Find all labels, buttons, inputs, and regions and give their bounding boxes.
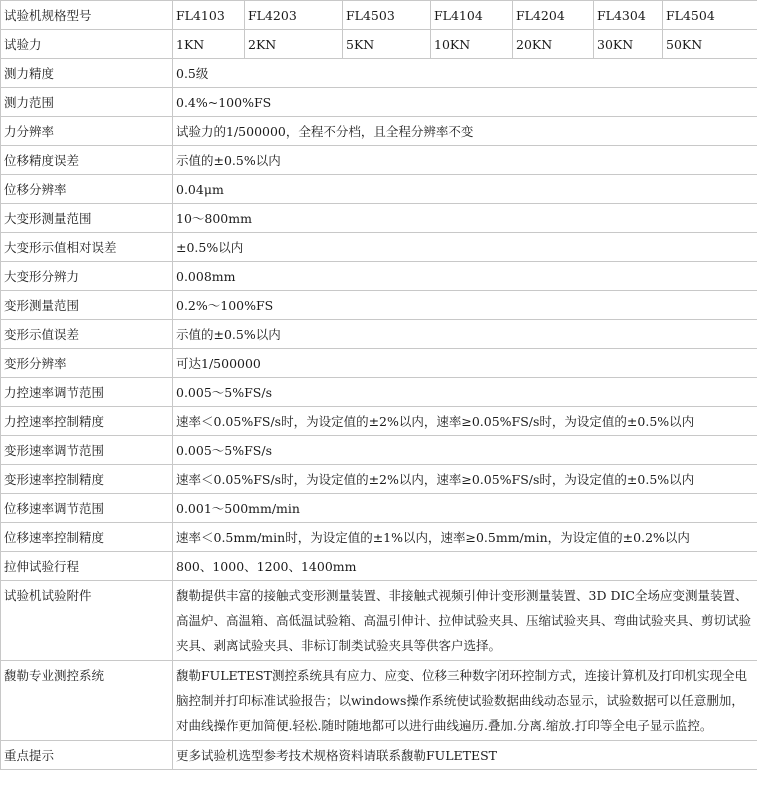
force-cell: 10KN	[431, 30, 513, 59]
spec-value: ±0.5%以内	[173, 233, 757, 262]
spec-row	[1, 117, 757, 146]
model-cell: FL4503	[343, 1, 431, 30]
spec-row	[1, 378, 757, 407]
spec-value: 0.04μm	[173, 175, 757, 204]
spec-label: 变形分辨率	[1, 349, 173, 378]
model-row	[1, 1, 757, 30]
spec-value: 0.005～5%FS/s	[173, 436, 757, 465]
model-label: 试验机规格型号	[1, 1, 173, 30]
force-cell: 2KN	[245, 30, 343, 59]
spec-value: 试验力的1/500000，全程不分档，且全程分辨率不变	[173, 117, 757, 146]
spec-label: 变形示值误差	[1, 320, 173, 349]
spec-label: 变形测量范围	[1, 291, 173, 320]
spec-value: 示值的±0.5%以内	[173, 320, 757, 349]
spec-value: 0.005～5%FS/s	[173, 378, 757, 407]
spec-label: 力分辨率	[1, 117, 173, 146]
spec-value: 速率＜0.05%FS/s时，为设定值的±2%以内，速率≥0.05%FS/s时，为设定值的±0.5%以内	[173, 407, 757, 436]
spec-row	[1, 320, 757, 349]
control-system-value: 馥勒FULETEST测控系统具有应力、应变、位移三种数字闭环控制方式，连接计算机及打印机实现全电脑控制并打印标准试验报告；以windows操作系统使试验数据曲线动态显示，试验数据可以任意删加，对曲线操作更加简便.轻松.随时随地都可以进行曲线遍历.叠加.分离.缩放.打印等全电子显示监控。	[173, 661, 757, 741]
spec-value: 0.008mm	[173, 262, 757, 291]
spec-label: 拉伸试验行程	[1, 552, 173, 581]
model-cell: FL4304	[594, 1, 663, 30]
force-row	[1, 30, 757, 59]
spec-label: 测力范围	[1, 88, 173, 117]
force-label: 试验力	[1, 30, 173, 59]
spec-row	[1, 175, 757, 204]
force-cell: 5KN	[343, 30, 431, 59]
spec-value: 0.5级	[173, 59, 757, 88]
spec-value: 800、1000、1200、1400mm	[173, 552, 757, 581]
spec-label: 大变形分辨力	[1, 262, 173, 291]
spec-row	[1, 291, 757, 320]
force-cell: 30KN	[594, 30, 663, 59]
spec-row	[1, 88, 757, 117]
control-system-label: 馥勒专业测控系统	[1, 661, 173, 741]
tip-row	[1, 741, 757, 770]
spec-label: 力控速率控制精度	[1, 407, 173, 436]
accessories-label: 试验机试验附件	[1, 581, 173, 661]
spec-row	[1, 523, 757, 552]
tip-label: 重点提示	[1, 741, 173, 770]
spec-value: 0.2%～100%FS	[173, 291, 757, 320]
spec-value: 速率＜0.5mm/min时，为设定值的±1%以内，速率≥0.5mm/min，为设定值的±0.2%以内	[173, 523, 757, 552]
spec-row	[1, 233, 757, 262]
accessories-row	[1, 581, 757, 661]
spec-label: 力控速率调节范围	[1, 378, 173, 407]
spec-row	[1, 262, 757, 291]
spec-value: 速率＜0.05%FS/s时，为设定值的±2%以内，速率≥0.05%FS/s时，为设定值的±0.5%以内	[173, 465, 757, 494]
spec-value: 0.001～500mm/min	[173, 494, 757, 523]
spec-row	[1, 465, 757, 494]
spec-value: 10～800mm	[173, 204, 757, 233]
spec-row	[1, 59, 757, 88]
spec-label: 变形速率调节范围	[1, 436, 173, 465]
model-cell: FL4103	[173, 1, 245, 30]
spec-row	[1, 349, 757, 378]
force-cell: 1KN	[173, 30, 245, 59]
model-cell: FL4204	[513, 1, 594, 30]
model-cell: FL4504	[663, 1, 757, 30]
spec-row	[1, 436, 757, 465]
spec-label: 大变形示值相对误差	[1, 233, 173, 262]
spec-value: 可达1/500000	[173, 349, 757, 378]
spec-label: 位移速率控制精度	[1, 523, 173, 552]
spec-value: 0.4%~100%FS	[173, 88, 757, 117]
spec-value: 示值的±0.5%以内	[173, 146, 757, 175]
control-system-row	[1, 661, 757, 741]
spec-label: 变形速率控制精度	[1, 465, 173, 494]
model-cell: FL4203	[245, 1, 343, 30]
spec-row	[1, 494, 757, 523]
force-cell: 50KN	[663, 30, 757, 59]
spec-row	[1, 146, 757, 175]
spec-label: 位移精度误差	[1, 146, 173, 175]
spec-label: 大变形测量范围	[1, 204, 173, 233]
spec-label: 位移分辨率	[1, 175, 173, 204]
spec-row	[1, 204, 757, 233]
accessories-value: 馥勒提供丰富的接触式变形测量装置、非接触式视频引伸计变形测量装置、3D DIC全场应变测量装置、高温炉、高温箱、高低温试验箱、高温引伸计、拉伸试验夹具、压缩试验夹具、弯曲试验夹具、剪切试验夹具、剥离试验夹具、非标订制类试验夹具等供客户选择。	[173, 581, 757, 661]
model-cell: FL4104	[431, 1, 513, 30]
force-cell: 20KN	[513, 30, 594, 59]
spec-label: 测力精度	[1, 59, 173, 88]
spec-row	[1, 407, 757, 436]
tip-value: 更多试验机选型参考技术规格资料请联系馥勒FULETEST	[173, 741, 757, 770]
spec-row	[1, 552, 757, 581]
spec-label: 位移速率调节范围	[1, 494, 173, 523]
